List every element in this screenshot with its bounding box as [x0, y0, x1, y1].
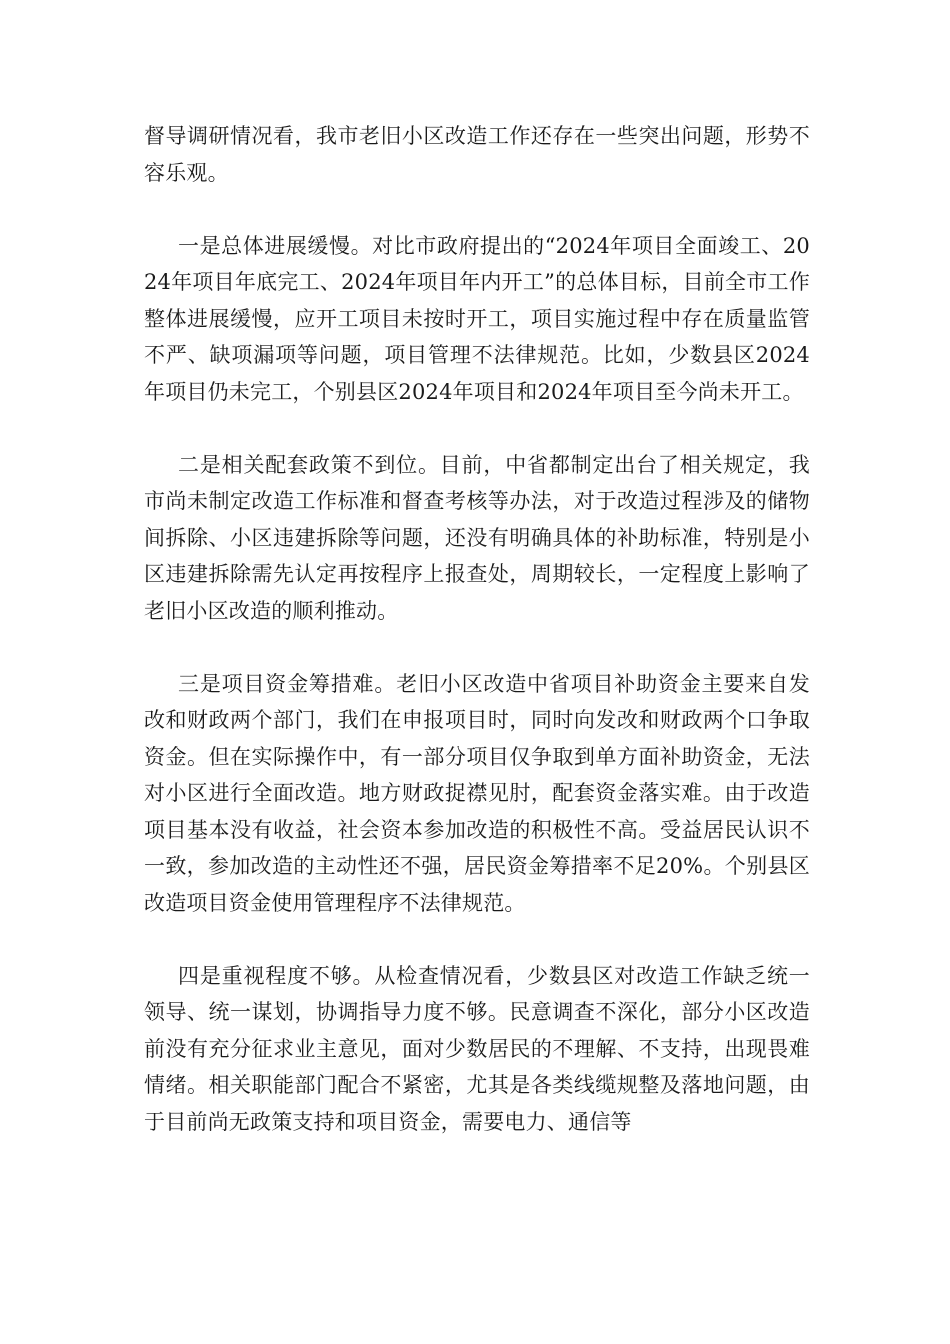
paragraph-supporting-policy: 二是相关配套政策不到位。目前，中省都制定出台了相关规定，我市尚未制定改造工作标准和督查考核等办法，对于改造过程涉及的储物间拆除、小区违建拆除等问题，还没有明确具体的补助标准，特别是小区违建拆除需先认定再按程序上报查处，周期较长，一定程度上影响了老旧小区改造的顺利推动。 [144, 452, 810, 623]
paragraph-insufficient-attention: 四是重视程度不够。从检查情况看，少数县区对改造工作缺乏统一领导、统一谋划，协调指导力度不够。民意调查不深化，部分小区改造前没有充分征求业主意见，面对少数居民的不理解、不支持，出现畏难情绪。相关职能部门配合不紧密，尤其是各类线缆规整及落地问题，由于目前尚无政策支持和项目资金，需要电力、通信等 [144, 963, 810, 1134]
paragraph-gap [144, 191, 810, 228]
document-body [144, 118, 810, 1140]
paragraph-gap [144, 629, 810, 666]
paragraph-intro-continuation: 督导调研情况看，我市老旧小区改造工作还存在一些突出问题，形势不容乐观。 [144, 124, 810, 185]
paragraph-gap [144, 921, 810, 958]
paragraph-funding-difficulty: 三是项目资金筹措难。老旧小区改造中省项目补助资金主要来自发改和财政两个部门，我们在申报项目时，同时向发改和财政两个口争取资金。但在实际操作中，有一部分项目仅争取到单方面补助资金，无法对小区进行全面改造。地方财政捉襟见肘，配套资金落实难。由于改造项目基本没有收益，社会资本参加改造的积极性不高。受益居民认识不一致，参加改造的主动性还不强，居民资金筹措率不足20%。个别县区改造项目资金使用管理程序不法律规范。 [144, 671, 810, 915]
paragraph-gap [144, 410, 810, 447]
paragraph-slow-progress: 一是总体进展缓慢。对比市政府提出的“2024年项目全面竣工、2024年项目年底完工、2024年项目年内开工”的总体目标，目前全市工作整体进展缓慢，应开工项目未按时开工，项目实施过程中存在质量监管不严、缺项漏项等问题，项目管理不法律规范。比如，少数县区2024年项目仍未完工，个别县区2024年项目和2024年项目至今尚未开工。 [144, 233, 810, 404]
